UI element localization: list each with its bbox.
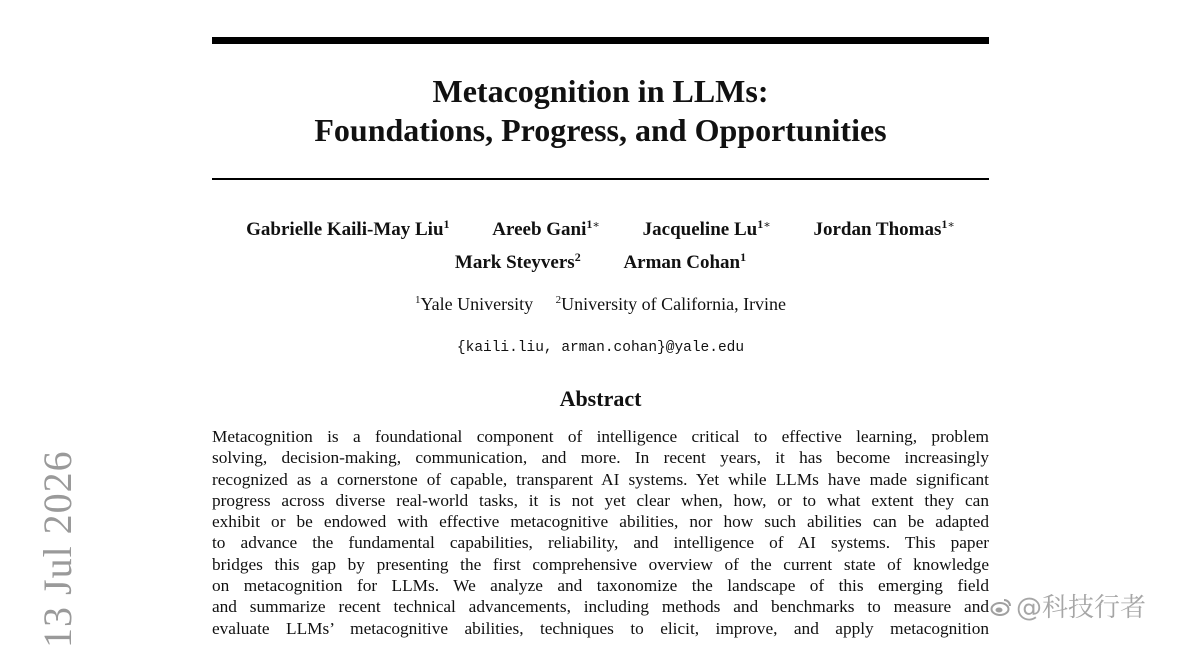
author-name: Gabrielle Kaili-May Liu xyxy=(246,219,444,240)
abstract-line: exhibit or be endowed with effective metacognitive abilities, nor how such abilities can be adapted xyxy=(212,512,989,532)
affiliation-number: 2 xyxy=(574,250,581,264)
abstract-line: bridges this gap by presenting the first comprehensive overview of the current state of knowledge xyxy=(212,554,989,574)
title-rule xyxy=(212,178,989,180)
title-line-1: Metacognition in LLMs: xyxy=(432,73,769,109)
abstract-line: evaluate LLMs’ metacognitive abilities, techniques to elicit, improve, and apply metacognition xyxy=(212,618,989,638)
author-affiliation-mark xyxy=(740,250,746,264)
affiliation-number: 2 xyxy=(555,294,562,306)
affiliation-name: University of California, Irvine xyxy=(561,294,787,314)
contact-email: {kaili.liu, arman.cohan}@yale.edu xyxy=(456,340,745,356)
abstract-line: recognized as a cornerstone of capable, transparent AI systems. Yet while LLMs have made significant xyxy=(212,469,989,489)
authors-row-1 xyxy=(212,217,989,241)
author-name: Jacqueline Lu xyxy=(642,219,758,240)
author-name: Jordan Thomas xyxy=(813,219,942,240)
paper-title xyxy=(212,72,989,150)
affiliation-name: Yale University xyxy=(420,294,534,314)
author xyxy=(455,250,581,274)
equal-contribution-mark: ∗ xyxy=(947,219,955,231)
author-name: Areeb Gani xyxy=(492,219,587,240)
abstract-line: and summarize recent technical advancements, including methods and benchmarks to measure and xyxy=(212,597,989,617)
abstract-line: progress across diverse real-world tasks, it is not yet clear when, how, or to what extent they can xyxy=(212,490,989,510)
author-affiliation-mark xyxy=(941,217,954,231)
abstract-heading: Abstract xyxy=(559,386,642,411)
abstract-line: solving, decision-making, communication, and more. In recent years, it has become increasingly xyxy=(212,448,989,468)
author-name: Arman Cohan xyxy=(623,252,741,273)
affiliation-number: 1 xyxy=(443,217,450,231)
author-affiliation-mark xyxy=(444,217,450,231)
abstract-line: to advance the fundamental capabilities, reliability, and intelligence of AI systems. This paper xyxy=(212,533,989,553)
title-line-2: Foundations, Progress, and Opportunities xyxy=(314,112,887,148)
author xyxy=(623,250,746,274)
equal-contribution-mark: ∗ xyxy=(763,219,771,231)
abstract-body xyxy=(212,426,989,639)
top-rule xyxy=(212,37,989,44)
author-affiliation-mark xyxy=(586,217,599,231)
author xyxy=(813,217,954,241)
weibo-logo-icon xyxy=(990,595,1012,617)
affiliation xyxy=(556,294,786,314)
author-name: Mark Steyvers xyxy=(454,252,575,273)
affiliation-number: 1 xyxy=(740,250,747,264)
author xyxy=(246,217,449,241)
watermark xyxy=(990,587,1146,624)
author-affiliation-mark xyxy=(757,217,770,231)
equal-contribution-mark: ∗ xyxy=(592,219,600,231)
affiliations xyxy=(212,294,989,315)
arxiv-side-date: 13 Jul 2026 xyxy=(35,450,80,648)
affiliation-number: 1 xyxy=(414,294,421,306)
author-affiliation-mark xyxy=(575,250,581,264)
author xyxy=(492,217,600,241)
author xyxy=(643,217,771,241)
affiliation-number: 1 xyxy=(941,217,948,231)
affiliation xyxy=(415,294,533,314)
abstract-line: Metacognition is a foundational component of intelligence critical to effective learning, problem xyxy=(212,427,989,446)
authors-row-2 xyxy=(212,250,989,274)
abstract-line: on metacognition for LLMs. We analyze and taxonomize the landscape of this emerging field xyxy=(212,576,989,596)
watermark-text: @科技行者 xyxy=(1016,593,1147,623)
affiliation-number: 1 xyxy=(757,217,764,231)
affiliation-number: 1 xyxy=(586,217,593,231)
